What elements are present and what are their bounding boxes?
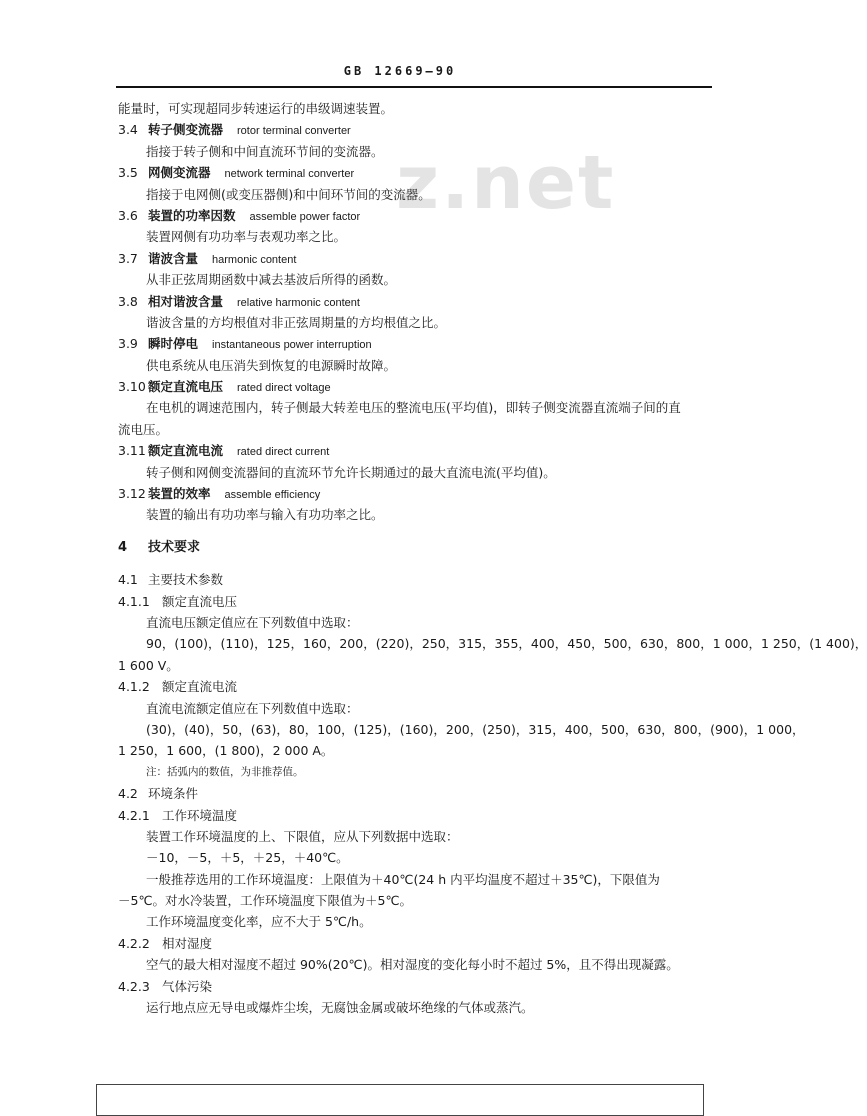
term-heading — [118, 119, 714, 140]
term-heading — [118, 376, 714, 397]
body-line: －10，－5，＋5，＋25，＋40℃。 — [146, 850, 349, 866]
chapter-title: 技术要求 — [148, 539, 201, 555]
section-heading — [118, 783, 714, 804]
term-zh: 额定直流电压 — [148, 379, 224, 395]
section-number: 4.1.2 — [118, 679, 150, 695]
term-zh: 谐波含量 — [148, 250, 199, 266]
term-definition: 供电系统从电压消失到恢复的电源瞬时故障。 — [146, 357, 397, 373]
term-en: instantaneous power interruption — [212, 339, 372, 352]
term-en: assemble power factor — [249, 210, 361, 223]
term-definition: 装置的输出有功功率与输入有功功率之比。 — [146, 507, 384, 523]
watermark: z.net — [396, 140, 616, 226]
spacer — [118, 526, 714, 537]
term-definition: 从非正弦周期函数中减去基波后所得的函数。 — [146, 272, 397, 288]
section-title: 额定直流电流 — [162, 679, 238, 695]
term-definition-cont: 流电压。 — [118, 421, 169, 437]
term-heading — [118, 440, 714, 461]
term-definition: 指接于转子侧和中间直流环节间的变流器。 — [146, 143, 384, 159]
body-line: 工作环境温度变化率，应不大于 5℃/h。 — [146, 914, 372, 930]
section-title: 额定直流电压 — [162, 593, 238, 609]
term-number: 3.10 — [118, 379, 146, 395]
spacer — [118, 558, 714, 569]
body-line: 一般推荐选用的工作环境温度：上限值为＋40℃(24 h 内平均温度不超过＋35℃)，下限值为 — [146, 871, 660, 887]
body-line: 装置工作环境温度的上、下限值，应从下列数据中选取： — [146, 828, 459, 844]
term-heading — [118, 248, 714, 269]
term-number: 3.12 — [118, 486, 146, 502]
section-number: 4.2.1 — [118, 807, 150, 823]
footer-frame — [96, 1084, 704, 1116]
section-heading — [118, 676, 714, 697]
body-line: 直流电压额定值应在下列数值中选取： — [146, 614, 359, 630]
term-en: rotor terminal converter — [237, 125, 351, 138]
term-number: 3.9 — [118, 336, 138, 352]
value-list: 90，(100)，(110)，125，160，200，(220)，250，315，355，400，450，500，630，800，1 000，1 250，(1 400)， — [146, 636, 867, 652]
body-line-cont: －5℃。对水冷装置，工作环境温度下限值为＋5℃。 — [118, 893, 412, 909]
term-definition: 装置网侧有功功率与表观功率之比。 — [146, 229, 347, 245]
value-list-cont: 1 600 V。 — [118, 657, 179, 673]
value-list-cont: 1 250，1 600，(1 800)，2 000 A。 — [118, 743, 334, 759]
body-line: 直流电流额定值应在下列数值中选取： — [146, 700, 359, 716]
term-heading — [118, 291, 714, 312]
section-number: 4.2.3 — [118, 978, 150, 994]
term-number: 3.11 — [118, 443, 146, 459]
term-definition: 转子侧和网侧变流器间的直流环节允许长期通过的最大直流电流(平均值)。 — [146, 464, 556, 480]
page-header-code: GB 12669—90 — [343, 64, 457, 78]
term-heading — [118, 333, 714, 354]
term-definition: 谐波含量的方均根值对非正弦周期量的方均根值之比。 — [146, 314, 447, 330]
term-en: rated direct current — [237, 446, 330, 459]
section-title: 主要技术参数 — [148, 572, 224, 588]
term-number: 3.4 — [118, 122, 138, 138]
term-zh: 网侧变流器 — [148, 165, 211, 181]
term-heading — [118, 205, 714, 226]
term-zh: 装置的功率因数 — [148, 207, 236, 223]
term-number: 3.5 — [118, 165, 138, 181]
section-number: 4.2 — [118, 786, 138, 802]
term-zh: 瞬时停电 — [148, 336, 199, 352]
term-en: harmonic content — [212, 253, 297, 266]
term-en: relative harmonic content — [237, 296, 360, 309]
term-zh: 装置的效率 — [148, 486, 211, 502]
term-definition: 指接于电网侧(或变压器侧)和中间环节间的变流器。 — [146, 186, 431, 202]
term-en: rated direct voltage — [237, 382, 331, 395]
section-heading — [118, 805, 714, 826]
note: 注：括弧内的数值，为非推荐值。 — [146, 765, 304, 778]
section-title: 工作环境温度 — [162, 807, 238, 823]
section-heading — [118, 569, 714, 590]
term-number: 3.6 — [118, 207, 138, 223]
term-number: 3.8 — [118, 293, 138, 309]
term-zh: 额定直流电流 — [148, 443, 224, 459]
body-line: 空气的最大相对湿度不超过 90%(20℃)。相对湿度的变化每小时不超过 5%，且不得出现凝露。 — [146, 957, 679, 973]
term-en: network terminal converter — [224, 168, 355, 181]
section-title: 相对湿度 — [162, 935, 213, 951]
term-heading — [118, 483, 714, 504]
value-list: (30)，(40)，50，(63)，80，100，(125)，(160)，200，(250)，315，400，500，630，800，(900)，1 000， — [146, 721, 805, 737]
chapter-number: 4 — [118, 539, 128, 555]
document-body — [118, 98, 867, 1018]
section-number: 4.1.1 — [118, 593, 150, 609]
body-line: 运行地点应无导电或爆炸尘埃，无腐蚀金属或破坏绝缘的气体或蒸汽。 — [146, 1000, 534, 1016]
section-heading — [118, 933, 714, 954]
header-rule — [116, 86, 712, 88]
section-heading — [118, 976, 714, 997]
chapter-heading — [118, 537, 714, 558]
term-number: 3.7 — [118, 250, 138, 266]
term-zh: 转子侧变流器 — [148, 122, 224, 138]
term-definition: 在电机的调速范围内，转子侧最大转差电压的整流电压(平均值)，即转子侧变流器直流端子间的直 — [146, 400, 681, 416]
section-title: 环境条件 — [148, 786, 199, 802]
term-heading — [118, 162, 714, 183]
term-zh: 相对谐波含量 — [148, 293, 224, 309]
section-number: 4.1 — [118, 572, 138, 588]
section-title: 气体污染 — [162, 978, 213, 994]
section-heading — [118, 591, 714, 612]
body-line: 能量时，可实现超同步转速运行的串级调速装置。 — [118, 101, 394, 116]
term-en: assemble efficiency — [224, 489, 321, 502]
section-number: 4.2.2 — [118, 935, 150, 951]
